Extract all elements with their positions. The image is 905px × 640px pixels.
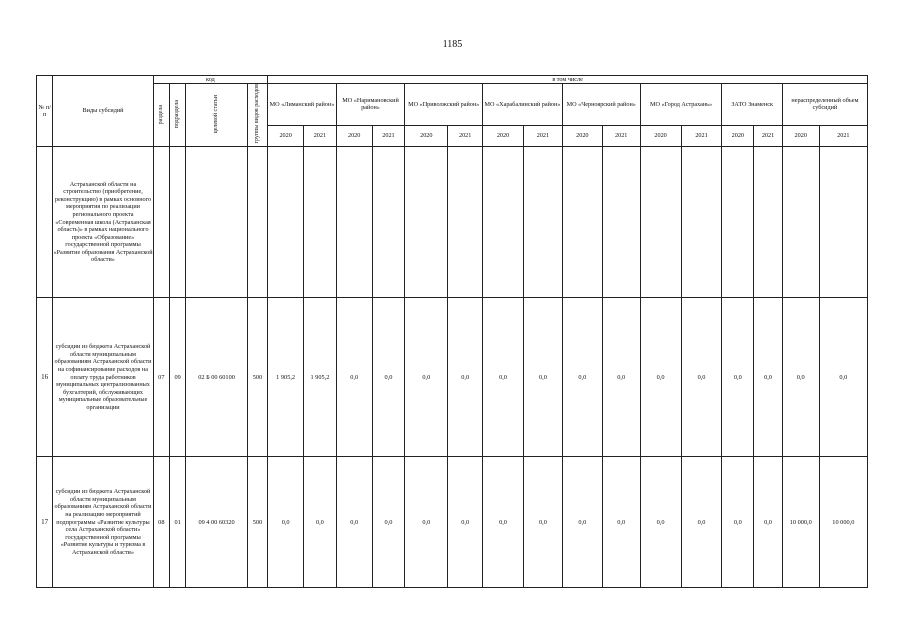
year-header: 2021: [523, 125, 562, 147]
code-col-cs: целевой статьи: [186, 84, 247, 147]
row-razdel: 08: [153, 457, 169, 588]
code-col-vr: группы видов расходов: [247, 84, 267, 147]
year-header: 2021: [448, 125, 483, 147]
row-value: 0,0: [336, 457, 372, 588]
row-name: субсидии из бюджета Астраханской области муниципальным образованиям Астраханской области на софинансирование расходов на оплату труда работников муниципальных централизованных бухгалтерий, обслуживающих муниципальные образовательные организации: [53, 298, 153, 457]
code-col-razdel: раздела: [153, 84, 169, 147]
row-value: 0,0: [562, 298, 602, 457]
row-value: 0,0: [523, 298, 562, 457]
row-value: 0,0: [448, 457, 483, 588]
row-value: 0,0: [268, 457, 304, 588]
row-value: [722, 147, 754, 298]
year-header: 2020: [268, 125, 304, 147]
row-value: 0,0: [523, 457, 562, 588]
row-cs: 02 Б 00 60100: [186, 298, 247, 457]
row-value: [304, 147, 337, 298]
row-value: [819, 147, 867, 298]
row-value: [754, 147, 783, 298]
row-vr: [247, 147, 267, 298]
table-row: [37, 457, 868, 588]
year-header: 2020: [640, 125, 681, 147]
row-vr: 500: [247, 298, 267, 457]
year-header: 2021: [754, 125, 783, 147]
row-value: [782, 147, 819, 298]
row-value: 0,0: [819, 298, 867, 457]
row-value: 0,0: [602, 298, 640, 457]
row-value: 0,0: [681, 298, 722, 457]
year-header: 2021: [602, 125, 640, 147]
row-value: 0,0: [782, 298, 819, 457]
row-name: субсидии из бюджета Астраханской области муниципальным образованиям Астраханской области на реализацию мероприятий подпрограммы «Развитие культуры села Астраханской области» государственной программы «Развитие культуры и туризма в Астраханской области»: [53, 457, 153, 588]
row-value: [336, 147, 372, 298]
group-header: МО «Город Астрахань»: [640, 84, 722, 125]
table-row: [37, 147, 868, 298]
row-value: 0,0: [722, 457, 754, 588]
year-header: 2020: [782, 125, 819, 147]
row-num: 17: [37, 457, 53, 588]
year-header: 2020: [562, 125, 602, 147]
subsidy-table: [36, 75, 868, 588]
row-value: [523, 147, 562, 298]
row-value: 0,0: [722, 298, 754, 457]
row-value: [602, 147, 640, 298]
row-value: 0,0: [304, 457, 337, 588]
code-header: код: [153, 76, 268, 84]
row-value: 0,0: [405, 457, 448, 588]
row-value: 0,0: [562, 457, 602, 588]
row-value: 0,0: [602, 457, 640, 588]
page-number: 1185: [442, 39, 463, 50]
group-header: МО «Харабалинский район»: [483, 84, 563, 125]
table-row: [37, 298, 868, 457]
year-header: 2020: [336, 125, 372, 147]
row-value: 0,0: [372, 298, 405, 457]
row-num: 16: [37, 298, 53, 457]
row-value: 0,0: [483, 457, 524, 588]
year-header: 2020: [405, 125, 448, 147]
row-value: [268, 147, 304, 298]
row-value: 0,0: [681, 457, 722, 588]
year-header: 2020: [722, 125, 754, 147]
header-row-1: [37, 76, 868, 84]
group-header: МО «Наримановский район»: [336, 84, 405, 125]
row-value: 0,0: [405, 298, 448, 457]
row-value: [405, 147, 448, 298]
group-header: МО «Приволжский район»: [405, 84, 483, 125]
header-row-2: [37, 84, 868, 125]
row-cs: [186, 147, 247, 298]
row-value: 10 000,0: [819, 457, 867, 588]
row-podrazdel: 09: [170, 298, 186, 457]
row-value: 0,0: [754, 298, 783, 457]
row-value: 0,0: [754, 457, 783, 588]
row-name: Астраханской области на строительство (приобретение, реконструкцию) в рамках основного мероприятия по реализации регионального проекта «Современная школа (Астраханская область)» в рамках национального проекта «Образование» государственной программы «Развитие образования Астраханской области»: [53, 147, 153, 298]
row-value: 0,0: [372, 457, 405, 588]
row-value: [448, 147, 483, 298]
name-header: Виды субсидий: [53, 76, 153, 147]
row-razdel: [153, 147, 169, 298]
group-header: МО «Черноярский район»: [562, 84, 640, 125]
row-podrazdel: 01: [170, 457, 186, 588]
num-header: № п/п: [37, 76, 53, 147]
row-value: 0,0: [640, 298, 681, 457]
row-value: 0,0: [336, 298, 372, 457]
row-value: [681, 147, 722, 298]
row-value: 1 905,2: [268, 298, 304, 457]
year-header: 2021: [304, 125, 337, 147]
row-cs: 09 4 00 60320: [186, 457, 247, 588]
row-value: 1 905,2: [304, 298, 337, 457]
row-num: [37, 147, 53, 298]
year-header: 2021: [681, 125, 722, 147]
code-col-podrazdel: подраздела: [170, 84, 186, 147]
group-header: ЗАТО Знаменск: [722, 84, 782, 125]
year-header: 2021: [372, 125, 405, 147]
year-header: 2021: [819, 125, 867, 147]
row-value: [372, 147, 405, 298]
group-header: нераспределенный объем субсидий: [782, 84, 867, 125]
row-value: [483, 147, 524, 298]
row-value: 0,0: [448, 298, 483, 457]
row-value: [640, 147, 681, 298]
incl-header: в том числе: [268, 76, 868, 84]
row-value: 0,0: [483, 298, 524, 457]
row-podrazdel: [170, 147, 186, 298]
row-razdel: 07: [153, 298, 169, 457]
group-header: МО «Лиманский район»: [268, 84, 337, 125]
row-value: 10 000,0: [782, 457, 819, 588]
row-value: [562, 147, 602, 298]
year-header: 2020: [483, 125, 524, 147]
row-value: 0,0: [640, 457, 681, 588]
row-vr: 500: [247, 457, 267, 588]
